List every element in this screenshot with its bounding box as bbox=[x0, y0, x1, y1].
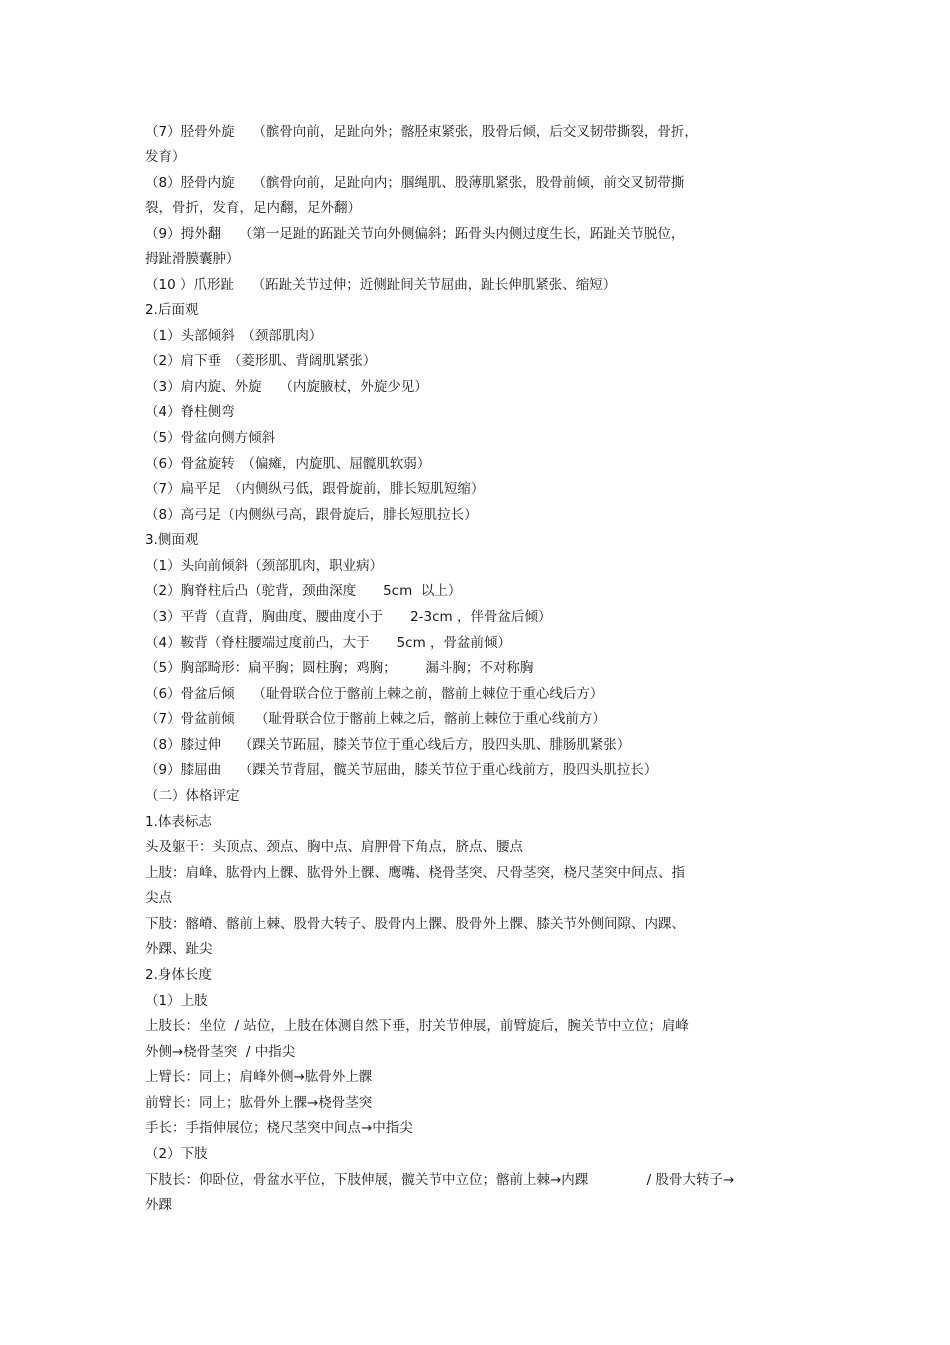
text-line: （1）上肢 bbox=[145, 993, 208, 1009]
text-line: （3）肩内旋、外旋 （内旋腋杖，外旋少见） bbox=[145, 379, 428, 395]
text-line: （2）胸脊柱后凸（驼背，颈曲深度 5cm 以上） bbox=[145, 583, 462, 599]
text-line: （5）胸部畸形：扁平胸；圆柱胸；鸡胸； 漏斗胸；不对称胸 bbox=[145, 660, 534, 676]
text-line: （7）骨盆前倾 （耻骨联合位于髂前上棘之后，髂前上棘位于重心线前方） bbox=[145, 711, 606, 727]
text-line: （8）膝过伸 （踝关节跖屈，膝关节位于重心线后方，股四头肌、腓肠肌紧张） bbox=[145, 737, 631, 753]
section-heading: 2.后面观 bbox=[145, 302, 199, 318]
text-line: （2）下肢 bbox=[145, 1146, 208, 1162]
text-line: （8）胫骨内旋 （髌骨向前，足趾向内；腘绳肌、股薄肌紧张，股骨前倾，前交叉韧带撕 bbox=[145, 175, 685, 191]
text-line: （3）平背（直背，胸曲度、腰曲度小于 2-3cm ，伴骨盆后倾） bbox=[145, 609, 552, 625]
text-line: 头及躯干：头顶点、颈点、胸中点、肩胛骨下角点，脐点、腰点 bbox=[145, 839, 523, 855]
section-heading: 2.身体长度 bbox=[145, 967, 212, 983]
text-line: 上肢长：坐位 / 站位，上肢在体测自然下垂，肘关节伸展，前臂旋后，腕关节中立位；肩峰 bbox=[145, 1018, 689, 1034]
text-line: （6）骨盆旋转 （偏瘫，内旋肌、屈髋肌软弱） bbox=[145, 456, 431, 472]
text-line: 上肢：肩峰、肱骨内上髁、肱骨外上髁、鹰嘴、桡骨茎突、尺骨茎突，桡尺茎突中间点、指 bbox=[145, 865, 685, 881]
text-line: 发育） bbox=[145, 149, 186, 165]
text-line: （8）高弓足（内侧纵弓高，跟骨旋后，腓长短肌拉长） bbox=[145, 507, 478, 523]
text-line: （7）胫骨外旋 （髌骨向前，足趾向外；髂胫束紧张，股骨后倾，后交叉韧带撕裂，骨折， bbox=[145, 124, 698, 140]
text-line: （2）肩下垂 （菱形肌、背阔肌紧张） bbox=[145, 353, 377, 369]
text-line: 外侧→桡骨茎突 / 中指尖 bbox=[145, 1044, 296, 1060]
text-line: 拇趾滑膜囊肿） bbox=[145, 251, 240, 267]
text-line: 下肢：髂嵴、髂前上棘、股骨大转子、股骨内上髁、股骨外上髁、膝关节外侧间隙、内踝、 bbox=[145, 916, 685, 932]
section-heading: （二）体格评定 bbox=[145, 788, 240, 804]
text-line: （4）鞍背（脊柱腰端过度前凸，大于 5cm ，骨盆前倾） bbox=[145, 635, 512, 651]
text-line: 外踝 bbox=[145, 1197, 172, 1213]
text-line: 外踝、趾尖 bbox=[145, 941, 213, 957]
section-heading: 3.侧面观 bbox=[145, 532, 199, 548]
text-line: （1）头向前倾斜（颈部肌肉，职业病） bbox=[145, 558, 384, 574]
text-line: （7）扁平足 （内侧纵弓低，跟骨旋前，腓长短肌短缩） bbox=[145, 481, 485, 497]
text-line: 下肢长：仰卧位，骨盆水平位，下肢伸展，髋关节中立位；髂前上棘→内踝 / 股骨大转子→ bbox=[145, 1172, 735, 1188]
text-line: 手长：手指伸展位；桡尺茎突中间点→中指尖 bbox=[145, 1120, 413, 1136]
text-line: 上臂长：同上；肩峰外侧→肱骨外上髁 bbox=[145, 1069, 373, 1085]
text-line: （5）骨盆向侧方倾斜 bbox=[145, 430, 276, 446]
text-line: （9）拇外翻 （第一足趾的跖趾关节向外侧偏斜；跖骨头内侧过度生长，跖趾关节脱位， bbox=[145, 226, 685, 242]
text-line: （4）脊柱侧弯 bbox=[145, 404, 235, 420]
text-line: （9）膝屈曲 （踝关节背屈，髋关节屈曲，膝关节位于重心线前方，股四头肌拉长） bbox=[145, 762, 658, 778]
text-line: 尖点 bbox=[145, 890, 172, 906]
text-line: （6）骨盆后倾 （耻骨联合位于髂前上棘之前，髂前上棘位于重心线后方） bbox=[145, 686, 604, 702]
section-heading: 1.体表标志 bbox=[145, 814, 212, 830]
text-line: 前臂长：同上；肱骨外上髁→桡骨茎突 bbox=[145, 1095, 373, 1111]
text-line: 裂，骨折，发育，足内翻，足外翻） bbox=[145, 200, 361, 216]
text-line: （10 ）爪形趾 （跖趾关节过伸；近侧趾间关节屈曲，趾长伸肌紧张、缩短） bbox=[145, 277, 617, 293]
text-line: （1）头部倾斜 （颈部肌肉） bbox=[145, 328, 323, 344]
